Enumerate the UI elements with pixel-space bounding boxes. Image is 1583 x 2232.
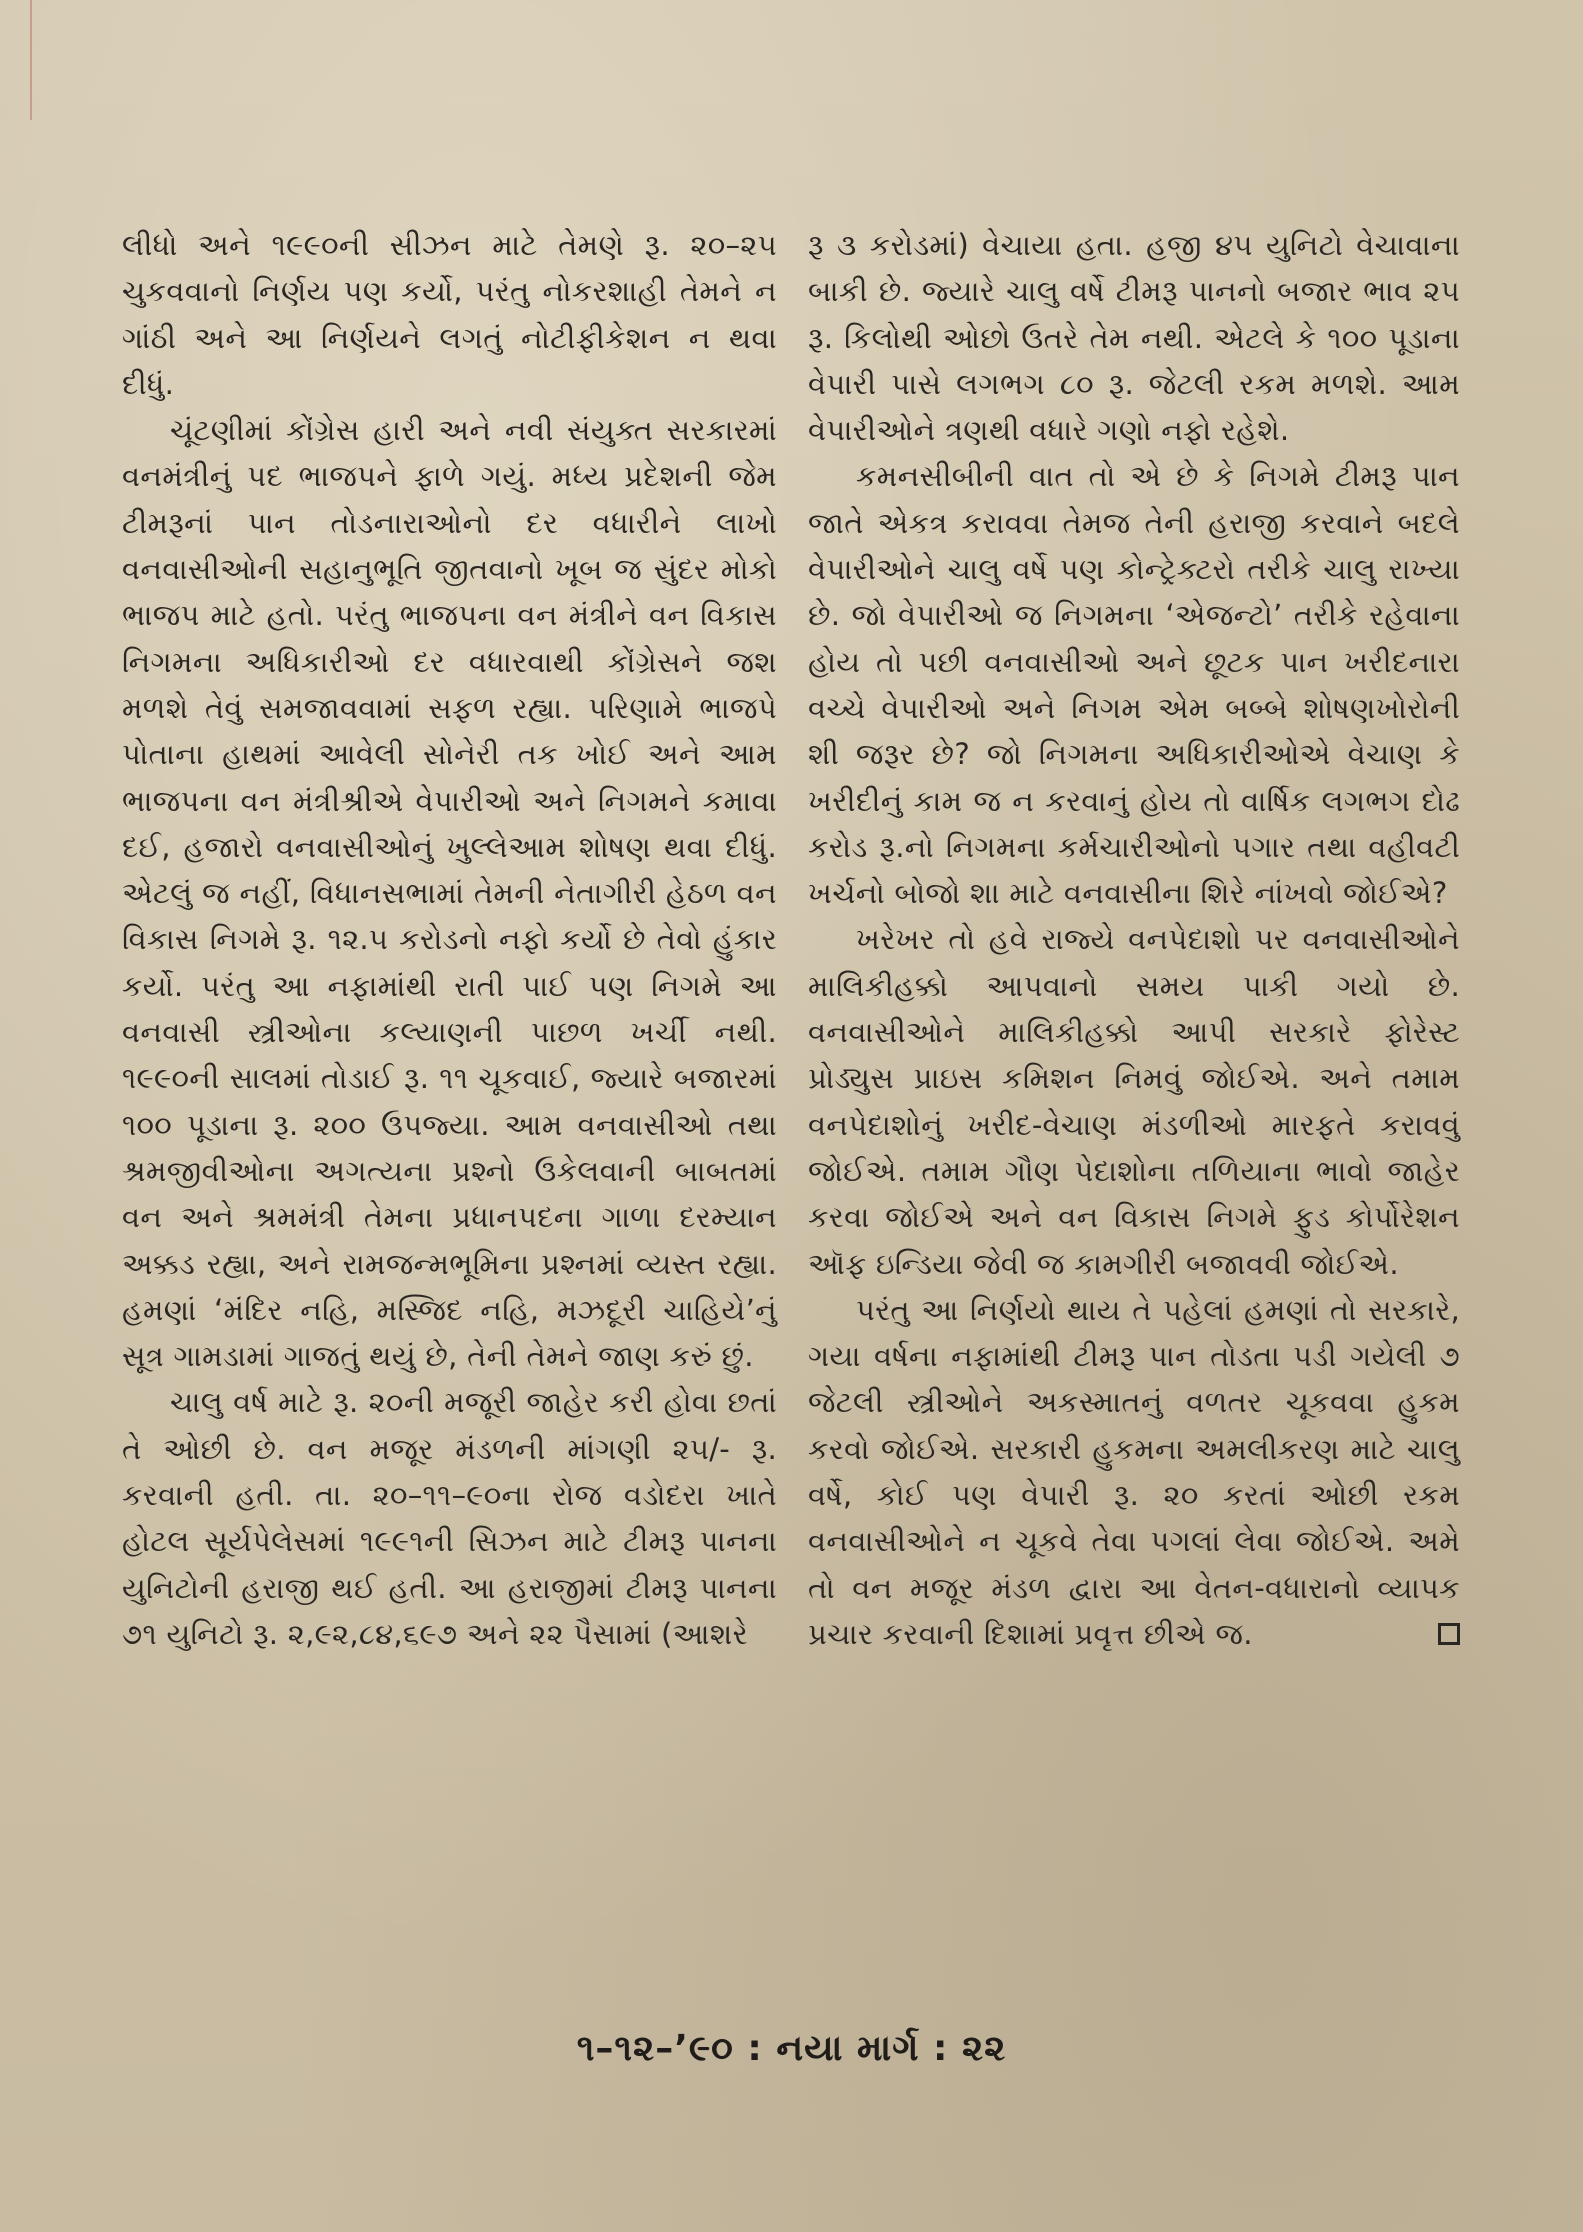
end-of-article-square-icon xyxy=(1438,1623,1460,1645)
right-column xyxy=(808,222,1460,1657)
paragraph-text: પરંતુ આ નિર્ણયો થાય તે પહેલાં હમણાં તો સરકારે, ગયા વર્ષના નફામાંથી ટીમરૂ પાન તોડતા પડી ગયેલી ૭ જેટલી સ્ત્રીઓને અકસ્માતનું વળતર ચૂકવવા હુકમ કરવો જોઈએ. સરકારી હુકમના અમલીકરણ માટે ચાલુ વર્ષે, કોઈ પણ વેપારી રૂ. ૨૦ કરતાં ઓછી રકમ વનવાસીઓને ન ચૂકવે તેવા પગલાં લેવા જોઈએ. અમે તો વન મજૂર મંડળ દ્વારા આ વેતન-વધારાનો વ્યાપક પ્રચાર કરવાની દિશામાં પ્રવૃત્ત છીએ જ. xyxy=(808,1292,1460,1651)
left-column xyxy=(122,222,777,1657)
paragraph: રૂ ૩ કરોડમાં) વેચાયા હતા. હજી ૪૫ યુનિટો વેચાવાના બાકી છે. જ્યારે ચાલુ વર્ષે ટીમરૂ પાનનો બજાર ભાવ ૨૫ રૂ. કિલોથી ઓછો ઉતરે તેમ નથી. એટલે કે ૧૦૦ પૂડાના વેપારી પાસે લગભગ ૮૦ રૂ. જેટલી રકમ મળશે. આમ વેપારીઓને ત્રણથી વધારે ગણો નફો રહેશે. xyxy=(808,228,1460,448)
paragraph-last xyxy=(808,1287,1460,1657)
paragraph: કમનસીબીની વાત તો એ છે કે નિગમે ટીમરૂ પાન જાતે એકત્ર કરાવવા તેમજ તેની હરાજી કરવાને બદલે વેપારીઓને ચાલુ વર્ષે પણ કોન્ટ્રેક્ટરો તરીકે ચાલુ રાખ્યા છે. જો વેપારીઓ જ નિગમના ‘એજન્ટો’ તરીકે રહેવાના હોય તો પછી વનવાસીઓ અને છૂટક પાન ખરીદનારા વચ્ચે વેપારીઓ અને નિગમ એમ બબ્બે શોષણખોરોની શી જરૂર છે? જો નિગમના અધિકારીઓએ વેચાણ કે ખરીદીનું કામ જ ન કરવાનું હોય તો વાર્ષિક લગભગ દોઢ કરોડ રૂ.નો નિગમના કર્મચારીઓનો પગાર તથા વહીવટી ખર્ચનો બોજો શા માટે વનવાસીના શિરે નાંખવો જોઈએ? xyxy=(808,459,1460,911)
page-footer: ૧–૧૨–’૯૦ : નયા માર્ગ : ૨૨ xyxy=(576,2028,1007,2069)
paragraph: ચૂંટણીમાં કોંગ્રેસ હારી અને નવી સંયુક્ત સરકારમાં વનમંત્રીનું પદ ભાજપને ફાળે ગયું. મધ્ય પ્રદેશની જેમ ટીમરૂનાં પાન તોડનારાઓનો દર વધારીને લાખો વનવાસીઓની સહાનુભૂતિ જીતવાનો ખૂબ જ સુંદર મોકો ભાજપ માટે હતો. પરંતુ ભાજપના વન મંત્રીને વન વિકાસ નિગમના અધિકારીઓ દર વધારવાથી કોંગ્રેસને જશ મળશે તેવું સમજાવવામાં સફળ રહ્યા. પરિણામે ભાજપે પોતાના હાથમાં આવેલી સોનેરી તક ખોઈ અને આમ ભાજપના વન મંત્રીશ્રીએ વેપારીઓ અને નિગમને કમાવા દઈ, હજારો વનવાસીઓનું ખુલ્લેઆમ શોષણ થવા દીધું. એટલું જ નહીં, વિધાનસભામાં તેમની નેતાગીરી હેઠળ વન વિકાસ નિગમે રૂ. ૧૨.૫ કરોડનો નફો કર્યો છે તેવો હુંકાર કર્યો. પરંતુ આ નફામાંથી રાતી પાઈ પણ નિગમે આ વનવાસી સ્ત્રીઓના કલ્યાણની પાછળ ખર્ચી નથી. ૧૯૯૦ની સાલમાં તોડાઈ રૂ. ૧૧ ચૂકવાઈ, જ્યારે બજારમાં ૧૦૦ પૂડાના રૂ. ૨૦૦ ઉપજ્યા. આમ વનવાસીઓ તથા શ્રમજીવીઓના અગત્યના પ્રશ્નો ઉકેલવાની બાબતમાં વન અને શ્રમમંત્રી તેમના પ્રધાનપદના ગાળા દરમ્યાન અક્કડ રહ્યા, અને રામજન્મભૂમિના પ્રશ્નમાં વ્યસ્ત રહ્યા. હમણાં ‘મંદિર નહિ, મસ્જિદ નહિ, મઝદૂરી ચાહિયે’નું સૂત્ર ગામડામાં ગાજતું થયું છે, તેની તેમને જાણ કરું છું. xyxy=(122,413,777,1374)
page-edge-mark xyxy=(30,0,32,120)
paragraph: ખરેખર તો હવે રાજ્યે વનપેદાશો પર વનવાસીઓને માલિકીહક્કો આપવાનો સમય પાકી ગયો છે. વનવાસીઓને માલિકીહક્કો આપી સરકારે ફોરેસ્ટ પ્રોડ્યુસ પ્રાઇસ કમિશન નિમવું જોઈએ. અને તમામ વનપેદાશોનું ખરીદ-વેચાણ મંડળીઓ મારફતે કરાવવું જોઈએ. તમામ ગૌણ પેદાશોના તળિયાના ભાવો જાહેર કરવા જોઈએ અને વન વિકાસ નિગમે ફુડ કોર્પોરેશન ઑફ ઇન્ડિયા જેવી જ કામગીરી બજાવવી જોઈએ. xyxy=(808,922,1460,1281)
paragraph: ચાલુ વર્ષ માટે રૂ. ૨૦ની મજૂરી જાહેર કરી હોવા છતાં તે ઓછી છે. વન મજૂર મંડળની માંગણી ૨૫/- રૂ. કરવાની હતી. તા. ૨૦–૧૧–૯૦ના રોજ વડોદરા ખાતે હોટલ સૂર્યપેલેસમાં ૧૯૯૧ની સિઝન માટે ટીમરૂ પાનના યુનિટોની હરાજી થઈ હતી. આ હરાજીમાં ટીમરૂ પાનના ૭૧ યુનિટો રૂ. ૨,૯૨,૮૪,૬૯૭ અને ૨૨ પૈસામાં (આશરે xyxy=(122,1385,777,1651)
paragraph: લીધો અને ૧૯૯૦ની સીઝન માટે તેમણે રૂ. ૨૦–૨૫ ચુકવવાનો નિર્ણય પણ કર્યો, પરંતુ નોકરશાહી તેમને ન ગાંઠી અને આ નિર્ણયને લગતું નોટીફીકેશન ન થવા દીધું. xyxy=(122,228,777,401)
